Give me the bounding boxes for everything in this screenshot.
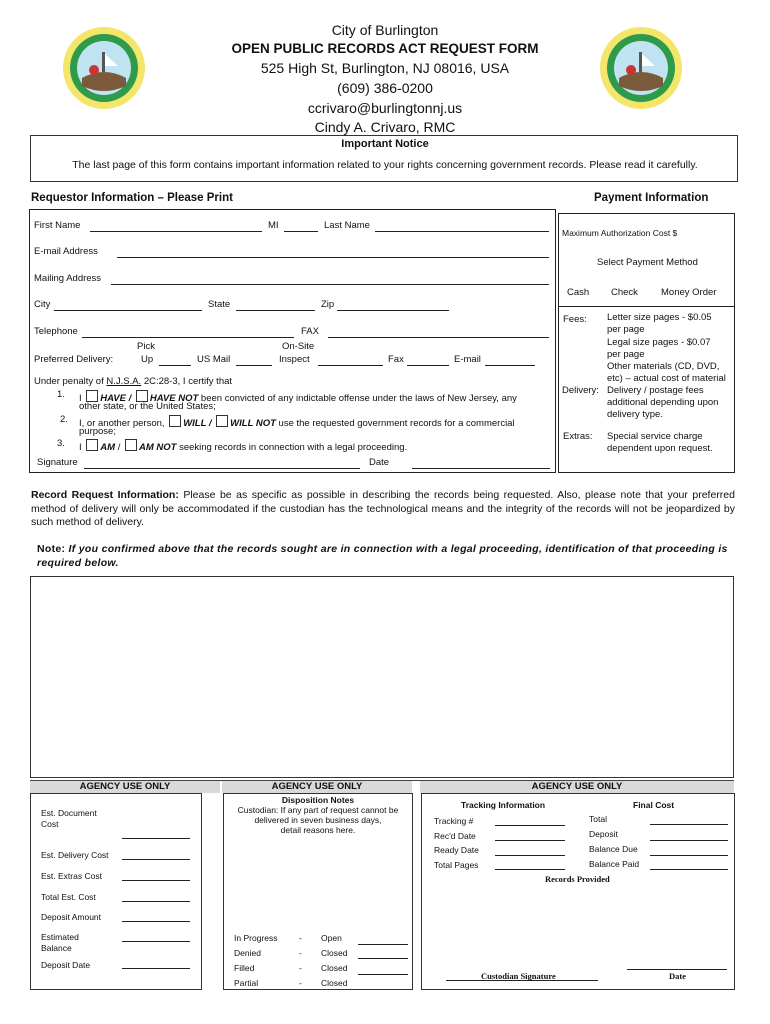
money-order-option[interactable]: Money Order: [661, 287, 717, 298]
deposit-label: Deposit: [589, 829, 618, 839]
telephone-field[interactable]: [82, 337, 294, 338]
cert3-number: 3.: [57, 438, 65, 449]
us-mail-label: US Mail: [197, 354, 231, 365]
deposit-amount-field[interactable]: [122, 921, 190, 922]
email: ccrivaro@burlingtonnj.us: [307, 100, 463, 116]
will-not-checkbox[interactable]: [216, 415, 228, 427]
balance-due-field[interactable]: [650, 855, 728, 856]
requestor-heading: Requestor Information – Please Print: [31, 192, 233, 204]
date-label: Date: [369, 457, 390, 468]
phone: (609) 386-0200: [337, 80, 433, 96]
max-auth-label: Maximum Authorization Cost $: [562, 228, 678, 238]
onsite-label: On-Site: [282, 341, 315, 352]
delivery-label: Delivery:: [562, 385, 599, 396]
agency-head-2: AGENCY USE ONLY: [222, 780, 412, 793]
total-pages-label: Total Pages: [434, 860, 479, 870]
record-request-textarea[interactable]: [30, 576, 734, 778]
penalty-line: Under penalty of N.J.S.A. 2C:28-3, I certify that: [34, 376, 233, 387]
final-date-label: Date: [669, 971, 686, 981]
final-date-field[interactable]: [627, 969, 727, 970]
extras-label: Extras:: [563, 431, 593, 442]
recd-date-field[interactable]: [495, 840, 565, 841]
disposition-text-1: Custodian: If any part of request cannot be: [237, 805, 399, 815]
open-label: Open: [321, 933, 342, 943]
denied-label: Denied: [234, 948, 261, 958]
estimated-balance-field[interactable]: [122, 941, 190, 942]
est-extras-label: Est. Extras Cost: [41, 871, 102, 881]
extras-text-2: dependent upon request.: [607, 443, 713, 454]
will-checkbox[interactable]: [169, 415, 181, 427]
mailing-address-label: Mailing Address: [34, 273, 102, 284]
balance-due-label: Balance Due: [589, 844, 638, 854]
payment-heading: Payment Information: [594, 192, 709, 204]
total-label: Total: [589, 814, 607, 824]
last-name-label: Last Name: [324, 220, 370, 231]
fees-label: Fees:: [563, 314, 587, 325]
closed-label-2: Closed: [321, 963, 348, 973]
disposition-text-3: detail reasons here.: [280, 825, 356, 835]
delivery-text-2: additional depending upon: [607, 397, 719, 408]
clerk-name: Cindy A. Crivaro, RMC: [314, 119, 456, 135]
dash-1: -: [299, 933, 302, 943]
total-field[interactable]: [650, 824, 728, 825]
partial-label: Partial: [234, 978, 259, 988]
city-name: City of Burlington: [331, 22, 439, 38]
disposition-title: Disposition Notes: [281, 795, 355, 805]
mi-label: MI: [268, 220, 279, 231]
fee-other-2: etc) – actual cost of material: [607, 373, 726, 384]
filled-label: Filled: [234, 963, 255, 973]
cert2-number: 2.: [60, 414, 68, 425]
inspect-field[interactable]: [318, 365, 383, 366]
address: 525 High St, Burlington, NJ 08016, USA: [260, 60, 510, 76]
notice-title: Important Notice: [341, 138, 429, 150]
ready-date-label: Ready Date: [434, 845, 479, 855]
email-delivery-field[interactable]: [485, 365, 535, 366]
recd-date-label: Rec'd Date: [434, 831, 476, 841]
custodian-signature-label: Custodian Signature: [481, 971, 556, 981]
deposit-date-field[interactable]: [122, 968, 190, 969]
agency-head-3: AGENCY USE ONLY: [420, 780, 734, 793]
est-delivery-label: Est. Delivery Cost: [41, 850, 109, 860]
cert1-number: 1.: [57, 389, 65, 400]
city-field[interactable]: [54, 310, 202, 311]
open-field[interactable]: [358, 944, 408, 945]
pick-label: Pick: [137, 341, 155, 352]
agency-head-1: AGENCY USE ONLY: [30, 780, 220, 793]
cash-option[interactable]: Cash: [567, 287, 590, 298]
email-label: E-mail Address: [34, 246, 98, 257]
inspect-label: Inspect: [279, 354, 310, 365]
est-document-label-2: Cost: [41, 819, 59, 829]
tracking-info-heading: Tracking Information: [461, 800, 546, 810]
closed-field-1[interactable]: [358, 958, 408, 959]
email-field[interactable]: [117, 257, 549, 258]
final-cost-heading: Final Cost: [633, 800, 675, 810]
total-est-field[interactable]: [122, 901, 190, 902]
deposit-date-label: Deposit Date: [41, 960, 91, 970]
pickup-label: Up: [141, 354, 154, 365]
legal-note: Note: If you confirmed above that the records sought are in connection with a legal proceeding, identification of that proceeding is required below.: [37, 543, 728, 569]
balance-paid-field[interactable]: [650, 869, 728, 870]
zip-field[interactable]: [337, 310, 449, 311]
mi-field[interactable]: [284, 231, 318, 232]
fee-other: Other materials (CD, DVD,: [607, 361, 720, 372]
balance-paid-label: Balance Paid: [589, 859, 640, 869]
us-mail-field[interactable]: [236, 365, 272, 366]
tracking-number-field[interactable]: [495, 825, 565, 826]
extras-text-1: Special service charge: [607, 431, 703, 442]
date-field[interactable]: [412, 468, 550, 469]
first-name-label: First Name: [34, 220, 81, 231]
fax-delivery-field[interactable]: [407, 365, 449, 366]
last-name-field[interactable]: [375, 231, 549, 232]
deposit-amount-label: Deposit Amount: [41, 912, 102, 922]
cert3-line: I AM / AM NOT seeking records in connection with a legal proceeding.: [79, 439, 407, 453]
signature-field[interactable]: [84, 468, 360, 469]
closed-label-1: Closed: [321, 948, 348, 958]
deposit-field[interactable]: [650, 840, 728, 841]
dash-3: -: [299, 963, 302, 973]
fax-delivery-label: Fax: [388, 354, 404, 365]
signature-label: Signature: [37, 457, 78, 468]
cert1-line: I HAVE / HAVE NOT been convicted of any indictable offense under the laws of New Jersey, any: [79, 390, 517, 404]
dash-4: -: [299, 978, 302, 988]
tracking-number-label: Tracking #: [434, 816, 474, 826]
fee-legal-unit: per page: [607, 349, 645, 360]
records-provided-label: Records Provided: [545, 874, 610, 884]
dash-2: -: [299, 948, 302, 958]
cert2-line2: purpose;: [79, 426, 116, 437]
delivery-text-1: Delivery / postage fees: [607, 385, 704, 396]
estimated-balance-label: Estimated: [41, 932, 79, 942]
pickup-field[interactable]: [159, 365, 191, 366]
payment-divider: [558, 306, 735, 307]
telephone-label: Telephone: [34, 326, 78, 337]
ready-date-field[interactable]: [495, 855, 565, 856]
zip-label: Zip: [321, 299, 335, 310]
disposition-text-2: delivered in seven business days,: [254, 815, 382, 825]
mailing-address-field[interactable]: [111, 284, 549, 285]
fee-legal: Legal size pages - $0.07: [607, 337, 711, 348]
fee-letter: Letter size pages - $0.05: [607, 312, 712, 323]
in-progress-label: In Progress: [234, 933, 278, 943]
total-pages-field[interactable]: [495, 869, 565, 870]
est-document-label: Est. Document: [41, 808, 97, 818]
cert2-line: I, or another person, WILL / WILL NOT use the requested government records for a commercial: [79, 415, 515, 429]
form-title: OPEN PUBLIC RECORDS ACT REQUEST FORM: [231, 41, 539, 56]
fax-label: FAX: [301, 326, 319, 337]
fee-letter-unit: per page: [607, 324, 645, 335]
email-delivery-label: E-mail: [454, 354, 481, 365]
preferred-delivery-label: Preferred Delivery:: [34, 354, 114, 365]
cert1-line2: other state, or the United States;: [79, 401, 216, 412]
check-option[interactable]: Check: [611, 287, 638, 298]
est-delivery-field[interactable]: [122, 859, 190, 860]
total-est-label: Total Est. Cost: [41, 892, 96, 902]
state-label: State: [208, 299, 231, 310]
delivery-text-3: delivery type.: [607, 409, 663, 420]
closed-label-3: Closed: [321, 978, 348, 988]
est-document-field[interactable]: [122, 838, 190, 839]
first-name-field[interactable]: [90, 231, 262, 232]
fax-field[interactable]: [328, 337, 549, 338]
city-label: City: [34, 299, 51, 310]
est-extras-field[interactable]: [122, 880, 190, 881]
estimated-balance-label-2: Balance: [41, 943, 72, 953]
am-checkbox[interactable]: [86, 439, 98, 451]
select-method-label: Select Payment Method: [597, 257, 698, 268]
record-request-paragraph: Record Request Information: Please be as specific as possible in describing the records being requested. Also, please note that your preferred method of delivery will only be accommodated if the custodian has the technological means and the integrity of the records will not be jeopardized by such method of delivery.: [31, 489, 735, 528]
am-not-checkbox[interactable]: [125, 439, 137, 451]
state-field[interactable]: [236, 310, 315, 311]
closed-field-2[interactable]: [358, 974, 408, 975]
notice-text: The last page of this form contains important information related to your rights concerning government records. Please read it carefully.: [72, 159, 698, 171]
